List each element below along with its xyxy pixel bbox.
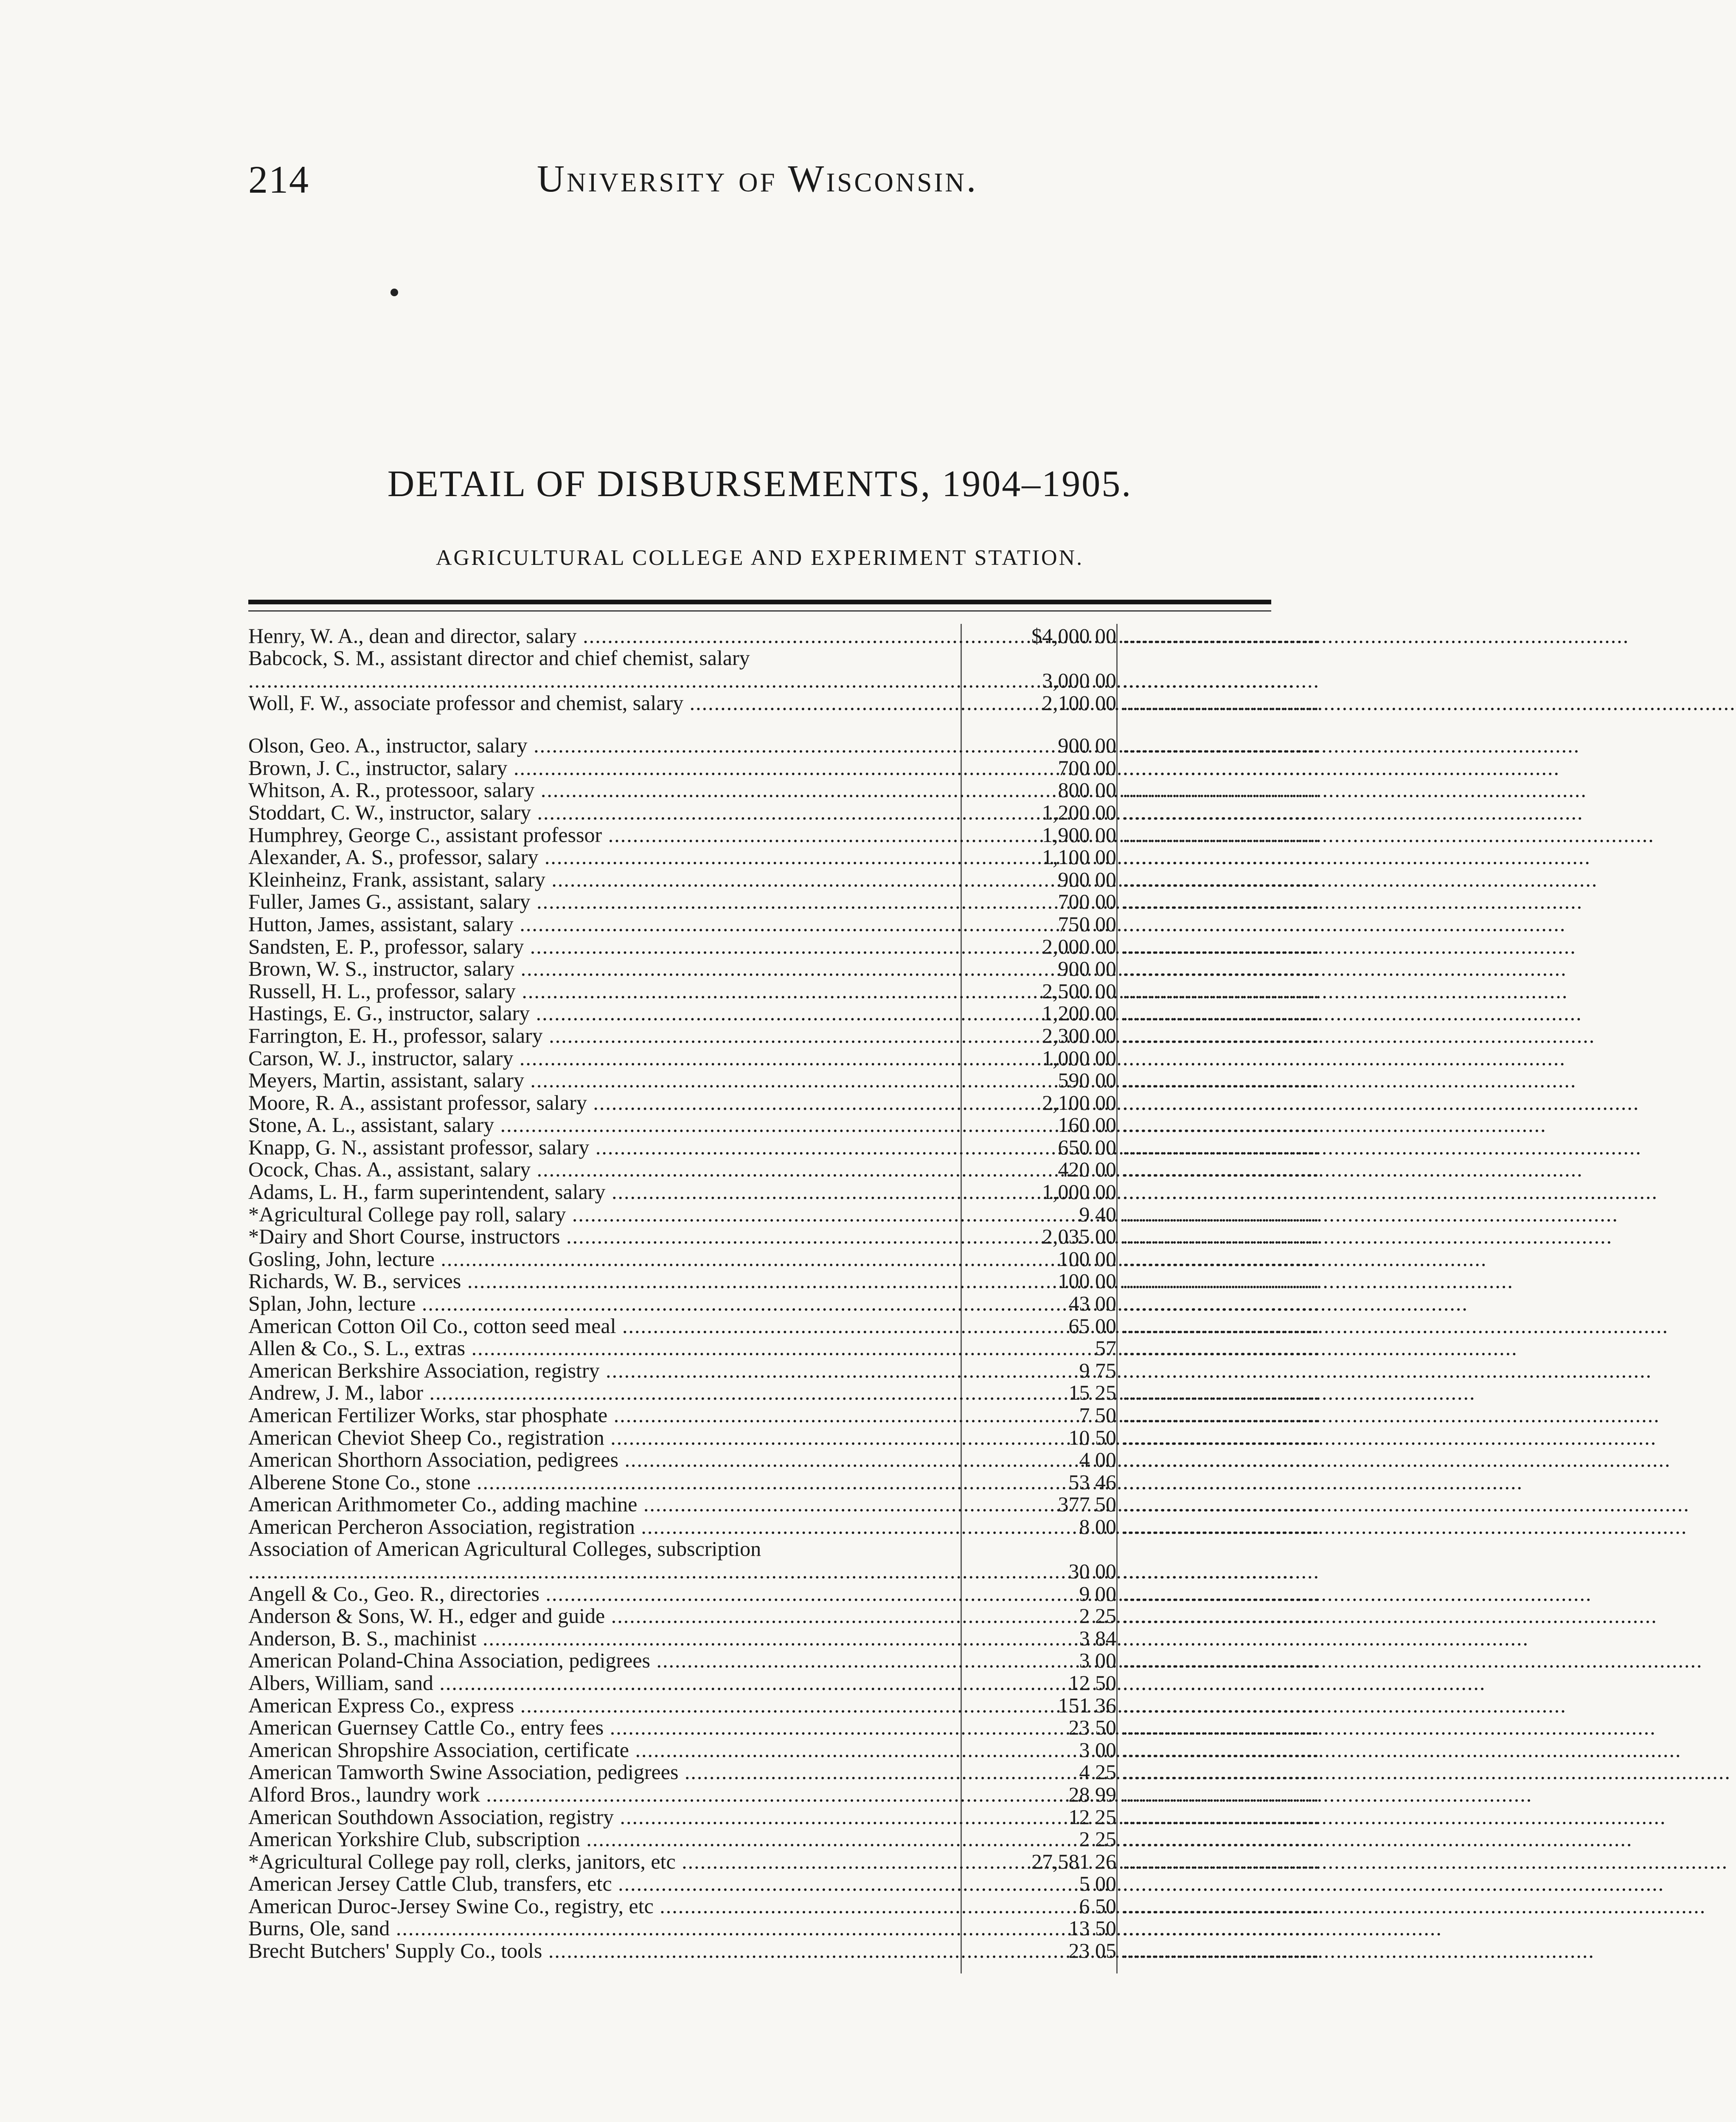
row-description: Adams, L. H., farm superintendent, salary .....	[248, 1181, 957, 1203]
row-amount: 43 00	[1068, 1291, 1116, 1316]
row-description: Meyers, Martin, assistant, salary .....	[248, 1069, 957, 1092]
table-row	[248, 1381, 1320, 1405]
row-description: Alexander, A. S., professor, salary .....	[248, 846, 957, 868]
row-description: American Tamworth Swine Association, pedigrees .....	[248, 1761, 957, 1783]
row-amount: 2 25	[1079, 1604, 1116, 1628]
table-row	[248, 845, 1320, 869]
running-head	[248, 157, 1271, 208]
row-total-leader: ................................	[1123, 1604, 1320, 1628]
row-amount: 7 50	[1079, 1403, 1116, 1427]
row-amount: 2,035 00	[1042, 1224, 1116, 1249]
table-row	[248, 1894, 1320, 1918]
row-description: Hutton, James, assistant, salary .....	[248, 913, 957, 935]
row-amount: 1,100 00	[1042, 845, 1116, 869]
row-total-leader: ................................	[1123, 1782, 1320, 1806]
row-total-leader: ................................	[1123, 1648, 1320, 1673]
table-row	[248, 1849, 1320, 1873]
section-subtitle: AGRICULTURAL COLLEGE AND EXPERIMENT STATION.	[435, 546, 1084, 570]
row-total-leader: ................................	[1123, 1872, 1320, 1896]
row-amount: 9 75	[1079, 1358, 1116, 1382]
row-description: Carson, W. J., instructor, salary .....	[248, 1047, 957, 1069]
row-description: Richards, W. B., services .....	[248, 1270, 957, 1292]
row-total-leader: ................................	[1123, 1403, 1320, 1427]
table-row	[248, 1068, 1320, 1092]
row-description: American Berkshire Association, registry .....	[248, 1359, 957, 1382]
row-total-leader: ................................	[1123, 1157, 1320, 1182]
table-row	[248, 1180, 1320, 1204]
table-row	[248, 1737, 1320, 1762]
row-description: Hastings, E. G., instructor, salary .....	[248, 1002, 957, 1025]
row-amount: 8 00	[1079, 1514, 1116, 1538]
row-description: Farrington, E. H., professor, salary .....	[248, 1025, 957, 1047]
row-description: Gosling, John, lecture .....	[248, 1248, 957, 1270]
row-total-leader: ................................	[1123, 733, 1320, 758]
row-total-leader: ................................	[1123, 1849, 1320, 1873]
row-amount: 100 00	[1058, 1246, 1116, 1271]
table-row	[248, 646, 1320, 692]
row-total-leader: ................................	[1123, 822, 1320, 847]
table-row	[248, 1135, 1320, 1159]
running-title: University of Wisconsin.	[537, 158, 978, 200]
table-row	[248, 1113, 1320, 1137]
row-amount: 12 25	[1068, 1805, 1116, 1829]
table-row	[248, 1403, 1320, 1427]
row-amount: 2,500 00	[1042, 979, 1116, 1003]
row-description: Russell, H. L., professor, salary .....	[248, 980, 957, 1002]
row-total-leader: ................................	[1123, 1358, 1320, 1382]
row-total-leader: ................................	[1123, 1805, 1320, 1829]
table-row	[248, 1090, 1320, 1114]
row-amount: 5 00	[1079, 1872, 1116, 1896]
row-amount: 160 00	[1058, 1113, 1116, 1137]
table-row	[248, 1872, 1320, 1896]
row-total-leader: ................................	[1123, 1180, 1320, 1204]
row-total-leader: ................................	[1123, 1448, 1320, 1472]
table-row	[248, 778, 1320, 802]
row-total-leader: ................................	[1123, 1246, 1320, 1271]
row-amount: 377 50	[1058, 1492, 1116, 1516]
row-description: American Jersey Cattle Club, transfers, etc .....	[248, 1872, 957, 1895]
row-total-leader: ................................	[1123, 1760, 1320, 1784]
row-description: Moore, R. A., assistant professor, salary .....	[248, 1092, 957, 1114]
table-row	[248, 867, 1320, 891]
row-amount: 10 50	[1068, 1425, 1116, 1449]
row-total-leader: ................................	[1123, 890, 1320, 914]
row-amount: 23 50	[1068, 1715, 1116, 1740]
row-total-leader: ................................	[1123, 1581, 1320, 1606]
row-amount: 1,900 00	[1042, 822, 1116, 847]
table-row	[248, 1001, 1320, 1025]
row-total-leader: ................................	[1123, 957, 1320, 981]
row-amount: 27,581 26	[1031, 1849, 1116, 1873]
table-row	[248, 1246, 1320, 1271]
table-row	[248, 755, 1320, 780]
row-amount: 420 00	[1058, 1157, 1116, 1182]
row-amount: 9 00	[1079, 1581, 1116, 1606]
table-row	[248, 1514, 1320, 1538]
row-description: Henry, W. A., dean and director, salary .....	[248, 625, 957, 647]
row-description: Allen & Co., S. L., extras .....	[248, 1337, 957, 1359]
table-row	[248, 1425, 1320, 1449]
table-row	[248, 1648, 1320, 1673]
table-row	[248, 1358, 1320, 1382]
row-description: Whitson, A. R., protessoor, salary .....	[248, 779, 957, 801]
row-total-leader: ................................	[1123, 1514, 1320, 1538]
table-row	[248, 1046, 1320, 1070]
row-total-leader: ................................	[1123, 912, 1320, 936]
row-amount: 12 50	[1068, 1670, 1116, 1695]
row-amount: 700 00	[1058, 755, 1116, 780]
row-total-leader: ................................	[1123, 1113, 1320, 1137]
row-description: American Express Co., express .....	[248, 1694, 957, 1717]
row-amount: 15 25	[1068, 1381, 1116, 1405]
row-total-leader: ................................	[1123, 1001, 1320, 1025]
row-amount: $4,000 00	[1031, 624, 1116, 648]
row-amount: 57	[1095, 1336, 1116, 1360]
row-description: Albers, William, sand .....	[248, 1672, 957, 1694]
row-amount: 2,000 00	[1042, 934, 1116, 958]
row-amount: 650 00	[1058, 1135, 1116, 1159]
row-total-leader: ................................	[1123, 1046, 1320, 1070]
table-row	[248, 1693, 1320, 1717]
row-description: Knapp, G. N., assistant professor, salary .....	[248, 1136, 957, 1159]
row-description: Association of American Agricultural Colleges, subscription .....	[248, 1538, 959, 1582]
disbursement-table	[248, 624, 1320, 1963]
row-description: American Guernsey Cattle Co., entry fees .....	[248, 1716, 957, 1739]
row-total-leader: ................................	[1123, 934, 1320, 958]
row-description: American Shorthorn Association, pedigrees .....	[248, 1448, 957, 1471]
row-amount: 65 00	[1068, 1314, 1116, 1338]
table-row	[248, 624, 1320, 648]
row-total-leader: ................................	[1123, 1135, 1320, 1159]
row-description: Brown, J. C., instructor, salary .....	[248, 757, 957, 779]
row-amount: 28 99	[1068, 1782, 1116, 1806]
row-total-leader: ................................	[1123, 1381, 1320, 1405]
row-total-leader: ................................	[1123, 1626, 1320, 1650]
table-row	[248, 1336, 1320, 1360]
row-total-leader: ................................	[1123, 1425, 1320, 1449]
row-description: Anderson, B. S., machinist .....	[248, 1627, 957, 1650]
table-row	[248, 1314, 1320, 1338]
table-row	[248, 1023, 1320, 1047]
table-row	[248, 1760, 1320, 1784]
table-row	[248, 1626, 1320, 1650]
row-description: Olson, Geo. A., instructor, salary .....	[248, 734, 957, 757]
row-description: Andrew, J. M., labor .....	[248, 1381, 957, 1404]
row-amount: 3,000 00	[1042, 668, 1116, 692]
page-number: 214	[248, 158, 309, 201]
table-row	[248, 1224, 1320, 1249]
row-total-leader: ................................	[1123, 1314, 1320, 1338]
table-row	[248, 1805, 1320, 1829]
row-total-leader: ................................	[1123, 1291, 1320, 1316]
row-description: American Southdown Association, registry .....	[248, 1806, 957, 1828]
table-row	[248, 733, 1320, 758]
table-row	[248, 1269, 1320, 1293]
table-row	[248, 1670, 1320, 1695]
row-description: American Poland-China Association, pedigrees .....	[248, 1649, 957, 1672]
row-total-leader: ................................	[1123, 1827, 1320, 1851]
table-row	[248, 1581, 1320, 1606]
row-total-leader: ................................	[1123, 624, 1320, 648]
row-amount: 100 00	[1058, 1269, 1116, 1293]
row-amount: 4 00	[1079, 1448, 1116, 1472]
row-description: *Agricultural College pay roll, salary .....	[248, 1203, 957, 1226]
row-amount: 1,200 00	[1042, 1001, 1116, 1025]
row-description: American Fertilizer Works, star phosphate .....	[248, 1404, 957, 1426]
row-description: Fuller, James G., assistant, salary .....	[248, 890, 957, 913]
row-amount: 750 00	[1058, 912, 1116, 936]
row-amount: 2,100 00	[1042, 690, 1116, 715]
row-total-leader: ................................	[1123, 1202, 1320, 1226]
row-description: Stoddart, C. W., instructor, salary .....	[248, 801, 957, 824]
row-amount: 151 36	[1058, 1693, 1116, 1717]
table-row	[248, 800, 1320, 824]
row-total-leader: ................................	[1123, 1693, 1320, 1717]
ink-speck	[390, 289, 398, 296]
row-description: Splan, John, lecture .....	[248, 1292, 957, 1315]
row-total-leader: ................................	[1123, 1492, 1320, 1516]
table-row	[248, 822, 1320, 847]
page-title: DETAIL OF DISBURSEMENTS, 1904–1905.	[387, 463, 1132, 505]
row-total-leader: ................................	[1123, 690, 1320, 715]
row-total-leader: ................................	[1123, 867, 1320, 891]
row-total-leader: ................................	[1123, 1894, 1320, 1918]
header-rule-thick	[248, 600, 1271, 604]
row-description: Alford Bros., laundry work .....	[248, 1783, 957, 1806]
row-description: *Dairy and Short Course, instructors .....	[248, 1225, 957, 1248]
table-row	[248, 690, 1320, 715]
table-row	[248, 1782, 1320, 1806]
table-row	[248, 934, 1320, 958]
row-amount: 700 00	[1058, 890, 1116, 914]
table-row	[248, 1470, 1320, 1494]
row-description: American Yorkshire Club, subscription .....	[248, 1828, 957, 1850]
row-amount: 1,200 00	[1042, 800, 1116, 824]
table-row	[248, 1202, 1320, 1226]
table-row	[248, 1157, 1320, 1182]
table-row	[248, 1448, 1320, 1472]
row-total-leader: ................................	[1123, 1068, 1320, 1092]
row-total-leader: ................................	[1123, 845, 1320, 869]
row-total-leader: ................................	[1123, 979, 1320, 1003]
row-total-leader: ................................	[1123, 755, 1320, 780]
table-row	[248, 957, 1320, 981]
row-total-leader: ................................	[1123, 1715, 1320, 1740]
table-row	[248, 1827, 1320, 1851]
row-total-leader: ................................	[1123, 1737, 1320, 1762]
row-description: Ocock, Chas. A., assistant, salary .....	[248, 1158, 957, 1181]
row-amount: 3 84	[1079, 1626, 1116, 1650]
row-total-leader: ................................	[1123, 1090, 1320, 1114]
row-amount: 4 25	[1079, 1760, 1116, 1784]
row-amount: 2 25	[1079, 1827, 1116, 1851]
row-description: Woll, F. W., associate professor and chemist, salary .....	[248, 692, 957, 714]
row-amount: 3 00	[1079, 1648, 1116, 1673]
row-total-leader: ................................	[1123, 1470, 1320, 1494]
row-amount: 23 05	[1068, 1939, 1116, 1963]
row-amount: 30 00	[1068, 1559, 1116, 1583]
table-row	[248, 1492, 1320, 1516]
row-total-leader: ................................	[1123, 1336, 1320, 1360]
row-description: American Cheviot Sheep Co., registration .....	[248, 1426, 957, 1449]
row-total-leader: ................................	[1123, 778, 1320, 802]
row-description: Kleinheinz, Frank, assistant, salary .....	[248, 868, 957, 891]
row-description: Babcock, S. M., assistant director and chief chemist, salary .....	[248, 647, 959, 691]
row-amount: 9 40	[1079, 1202, 1116, 1226]
row-description: Brown, W. S., instructor, salary .....	[248, 957, 957, 980]
row-amount: 900 00	[1058, 733, 1116, 758]
row-description: American Duroc-Jersey Swine Co., registry, etc .....	[248, 1895, 957, 1917]
row-amount: 590 00	[1058, 1068, 1116, 1092]
row-amount: 2,300 00	[1042, 1023, 1116, 1047]
row-description: American Cotton Oil Co., cotton seed meal .....	[248, 1315, 957, 1337]
row-total-leader: ................................	[1123, 1559, 1320, 1583]
row-description: Alberene Stone Co., stone .....	[248, 1471, 957, 1493]
row-amount: 1,000 00	[1042, 1180, 1116, 1204]
row-description: Anderson & Sons, W. H., edger and guide .....	[248, 1605, 957, 1627]
table-row	[248, 1537, 1320, 1583]
row-description: Burns, Ole, sand .....	[248, 1917, 957, 1940]
row-amount: 53 46	[1068, 1470, 1116, 1494]
row-description: Humphrey, George C., assistant professor .....	[248, 824, 957, 846]
row-total-leader: ................................	[1123, 1224, 1320, 1249]
row-total-leader: ................................	[1123, 1269, 1320, 1293]
table-row	[248, 912, 1320, 936]
row-description: *Agricultural College pay roll, clerks, janitors, etc .....	[248, 1850, 957, 1873]
row-description: American Arithmometer Co., adding machine .....	[248, 1493, 957, 1516]
table-row	[248, 890, 1320, 914]
row-description: Angell & Co., Geo. R., directories .....	[248, 1583, 957, 1605]
row-amount: 2,100 00	[1042, 1090, 1116, 1114]
table-row	[248, 1916, 1320, 1940]
row-total-leader: ................................	[1123, 1670, 1320, 1695]
row-total-leader: ................................	[1123, 1916, 1320, 1940]
row-total-leader: ................................	[1123, 1023, 1320, 1047]
row-total-leader: ................................	[1123, 668, 1320, 692]
row-amount: 3 00	[1079, 1737, 1116, 1762]
row-amount: 13 50	[1068, 1916, 1116, 1940]
row-total-leader: ................................	[1123, 1939, 1320, 1963]
row-description: Brecht Butchers' Supply Co., tools .....	[248, 1940, 957, 1962]
row-amount: 1,000 00	[1042, 1046, 1116, 1070]
row-amount: 6 50	[1079, 1894, 1116, 1918]
row-amount: 900 00	[1058, 867, 1116, 891]
row-description: American Shropshire Association, certificate .....	[248, 1739, 957, 1761]
row-amount: 800 00	[1058, 778, 1116, 802]
row-amount: 900 00	[1058, 957, 1116, 981]
table-row	[248, 1939, 1320, 1963]
row-total-leader: ................................	[1123, 800, 1320, 824]
table-row	[248, 1291, 1320, 1316]
table-row	[248, 979, 1320, 1003]
row-description: Stone, A. L., assistant, salary .....	[248, 1114, 957, 1136]
table-row	[248, 1715, 1320, 1740]
header-rule-thin	[248, 610, 1271, 612]
table-row	[248, 1604, 1320, 1628]
row-description: Sandsten, E. P., professor, salary .....	[248, 935, 957, 958]
row-description: American Percheron Association, registration .....	[248, 1516, 957, 1538]
